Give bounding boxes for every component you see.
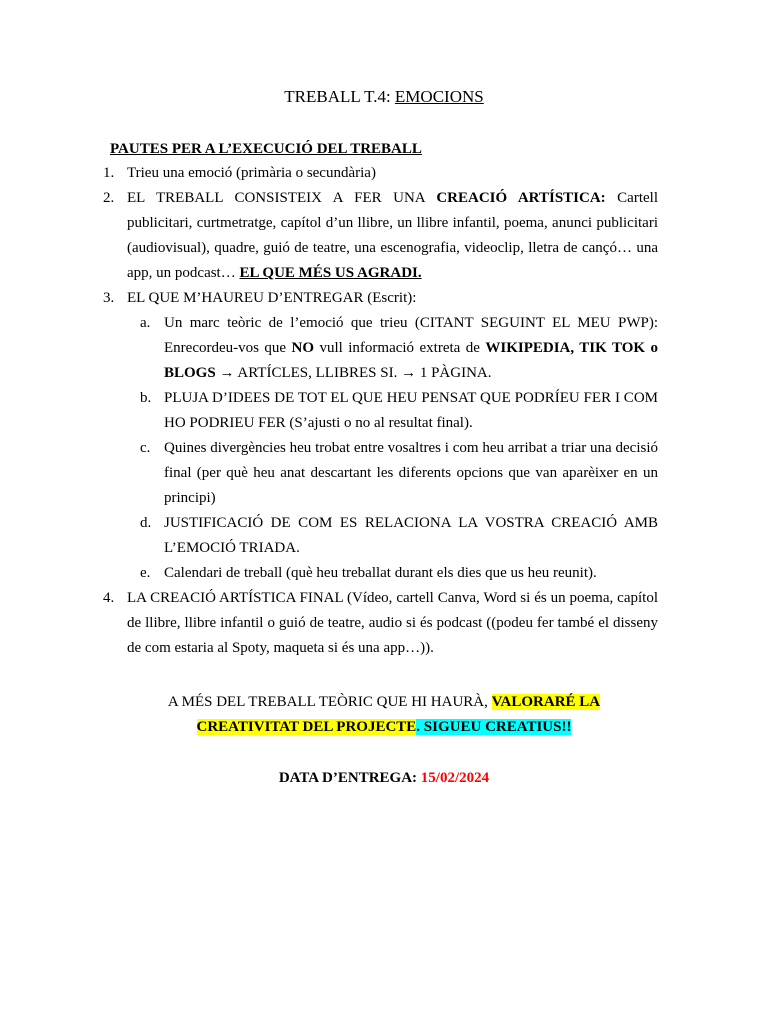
- section-heading: PAUTES PER A L’EXECUCIÓ DEL TREBALL: [110, 141, 422, 157]
- deadline: [0, 766, 768, 791]
- instructions-list: [100, 161, 658, 661]
- title-topic: EMOCIONS: [394, 87, 484, 106]
- sublist-letter: c.: [140, 440, 151, 456]
- sublist-item-e: [137, 561, 658, 586]
- sublist-item-d: [137, 511, 658, 561]
- list-item-2: [100, 186, 658, 286]
- highlighted-text: VALORARÉ LA: [491, 694, 601, 710]
- page-title: [0, 86, 768, 108]
- deadline-date: 15/02/2024: [420, 770, 490, 786]
- closing-note: [0, 690, 768, 740]
- sublist-item-c: [137, 436, 658, 511]
- list-number: 1.: [103, 165, 115, 181]
- sublist-text: Calendari de treball (què heu treballat durant els dies que us heu reunit).: [164, 565, 597, 581]
- sublist-item-b: [137, 386, 658, 436]
- arrow-icon: →: [397, 365, 420, 381]
- sublist-bold: NO: [291, 340, 315, 356]
- list-item-text: EL TREBALL CONSISTEIX A FER UNA: [127, 190, 437, 206]
- sublist-text: ARTÍCLES, LLIBRES SI.: [237, 365, 398, 381]
- list-item-3: [100, 286, 658, 311]
- sublist-text: Quines divergències heu trobat entre vosaltres i com heu arribat a triar una decisió final (per què heu anat descartant les diferents opcions que van aparèixer en un principi): [164, 440, 658, 506]
- sublist-text: PLUJA D’IDEES DE TOT EL QUE HEU PENSAT QUE PODRÍEU FER I COM HO PODRIEU FER (S’ajusti o no al resultat final).: [164, 390, 658, 431]
- closing-line-1: [0, 690, 768, 715]
- list-number: 3.: [103, 290, 115, 306]
- list-number: 4.: [103, 590, 115, 606]
- title-prefix: TREBALL T.4:: [284, 87, 395, 106]
- list-item-1: [100, 161, 658, 186]
- sublist-letter: a.: [140, 315, 151, 331]
- closing-text: A MÉS DEL TREBALL TEÒRIC QUE HI HAURÀ,: [167, 694, 492, 710]
- sublist-letter: e.: [140, 565, 151, 581]
- list-item-text: Trieu una emoció (primària o secundària): [127, 165, 376, 181]
- sublist-text: 1 PÀGINA.: [419, 365, 492, 381]
- list-item-emphasis: EL QUE MÉS US AGRADI.: [239, 265, 422, 281]
- list-item-text: EL QUE M’HAUREU D’ENTREGAR (Escrit):: [127, 290, 417, 306]
- highlighted-text: CREATIVITAT DEL PROJECTE: [196, 719, 417, 735]
- list-item-4: [100, 586, 658, 661]
- sublist-letter: d.: [140, 515, 152, 531]
- list-item-text: Cartell publicitari, curtmetratge, capítol d’un llibre, un llibre infantil, poema, anunci publicitari (audiovisual), quadre, guió de teatre, una escenografia, videoclip, lletra de cançó… una app, un podcast…: [127, 190, 658, 281]
- arrow-icon: →: [215, 365, 238, 381]
- sublist-text: Un marc teòric de l’emoció que trieu (CITANT SEGUINT EL MEU PWP): Enrecordeu-vos que: [164, 315, 658, 356]
- deadline-label: DATA D’ENTREGA:: [278, 770, 421, 786]
- sublist-item-a: [137, 311, 658, 386]
- sublist-bold: WIKIPEDIA, TIK TOK o BLOGS: [164, 340, 658, 381]
- list-item-text: LA CREACIÓ ARTÍSTICA FINAL (Vídeo, cartell Canva, Word si és un poema, capítol de llibre, llibre infantil o guió de teatre, audio si és podcast ((podeu fer també el disseny de com estaria al Spoty, maqueta si és una app…)).: [127, 590, 658, 656]
- deliverables-sublist: [137, 311, 658, 586]
- sublist-letter: b.: [140, 390, 152, 406]
- list-item-bold: CREACIÓ ARTÍSTICA:: [436, 190, 606, 206]
- sublist-text: vull informació extreta de: [314, 340, 486, 356]
- highlighted-cheer: . SIGUEU CREATIUS!!: [416, 719, 572, 735]
- closing-line-2: [0, 715, 768, 740]
- list-number: 2.: [103, 190, 115, 206]
- sublist-text: JUSTIFICACIÓ DE COM ES RELACIONA LA VOSTRA CREACIÓ AMB L’EMOCIÓ TRIADA.: [164, 515, 658, 556]
